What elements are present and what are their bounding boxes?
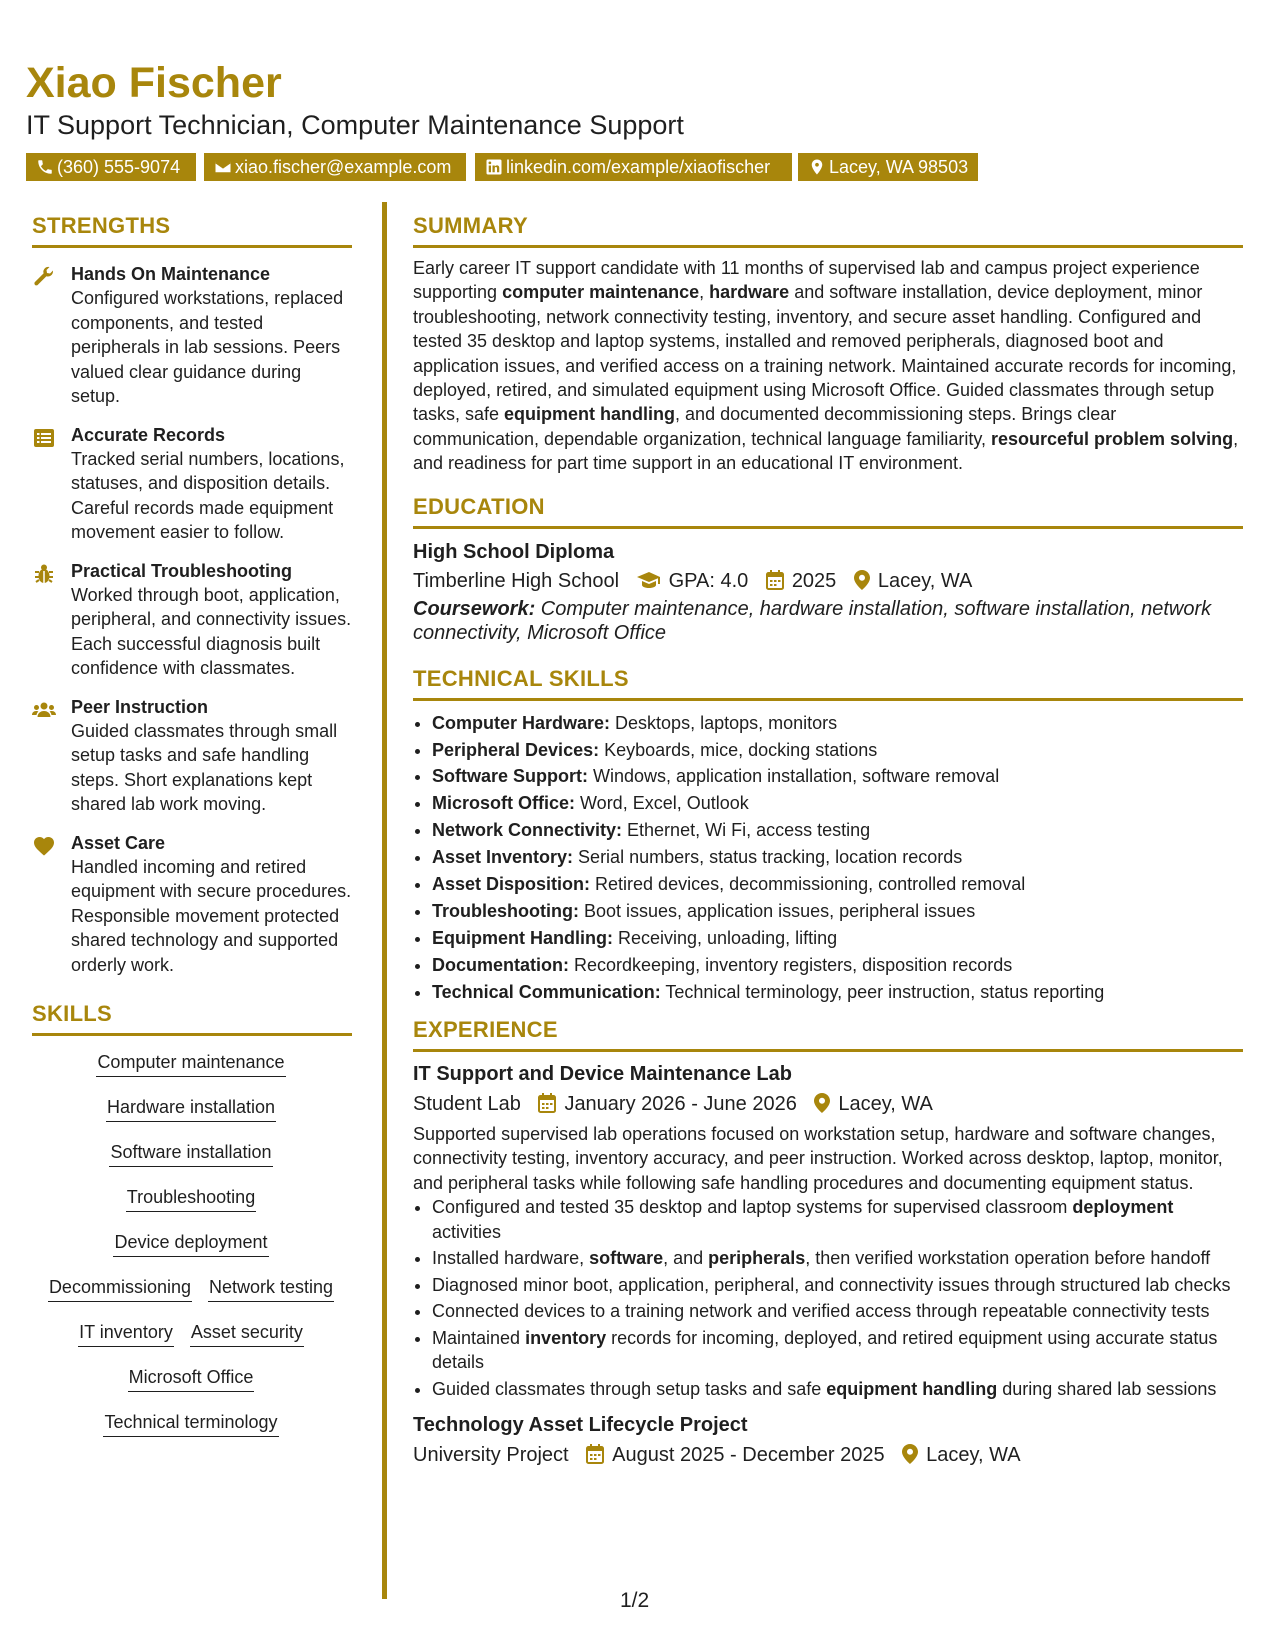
skill-row <box>32 1275 350 1320</box>
contact-phone-text: (360) 555-9074 <box>57 157 181 177</box>
technical-skills-list <box>413 711 1243 1004</box>
coursework-label: Coursework: <box>413 597 536 620</box>
job-bullet <box>432 1377 1243 1402</box>
technical-skill-value: Ethernet, Wi Fi, access testing <box>622 820 871 841</box>
strength-description: Tracked serial numbers, locations, statuses, and disposition details. Careful records made equipment movement easier to follow. <box>71 448 345 542</box>
graduation-year: 2025 <box>791 569 837 592</box>
technical-skill-item <box>432 738 1243 763</box>
strength-item <box>32 831 352 978</box>
technical-skill-value: Receiving, unloading, lifting <box>612 927 838 948</box>
left-column <box>32 215 352 1455</box>
map-pin-icon <box>902 1444 918 1464</box>
skill-tag: IT inventory <box>78 1320 174 1347</box>
skill-row <box>32 1365 350 1410</box>
technical-skill-value: Keyboards, mice, docking stations <box>599 739 878 760</box>
bold-text: peripherals <box>708 1248 806 1269</box>
job-location-1: Lacey, WA <box>838 1093 933 1116</box>
job-bullets-1 <box>413 1195 1243 1401</box>
list-icon <box>32 426 56 450</box>
strengths-heading: STRENGTHS <box>32 215 352 248</box>
skill-row <box>32 1095 350 1140</box>
text-run: activities <box>432 1221 502 1242</box>
job-title-2: Technology Asset Lifecycle Project <box>413 1414 748 1437</box>
job-dates-1: January 2026 - June 2026 <box>564 1093 797 1116</box>
job-description-1: Supported supervised lab operations focused on workstation setup, hardware and software changes, connectivity testing, inventory accuracy, and peer instruction. Worked across desktop, laptop, monitor, and peripheral tasks while following safe handling procedures and documenting equipment status. <box>413 1124 1223 1193</box>
technical-skill-item <box>432 764 1243 789</box>
bold-text: software <box>589 1248 664 1269</box>
gpa: GPA: 4.0 <box>668 569 749 592</box>
strength-description: Worked through boot, application, peripheral, and connectivity issues. Each successful diagnosis built confidence with classmates. <box>71 584 352 678</box>
technical-skill-item <box>432 845 1243 870</box>
degree-title: High School Diploma <box>413 540 615 563</box>
job-meta-2 <box>413 1440 1243 1470</box>
skill-row <box>32 1230 350 1275</box>
technical-skill-item <box>432 872 1243 897</box>
technical-skills-heading: TECHNICAL SKILLS <box>413 668 1243 701</box>
contact-linkedin[interactable] <box>475 153 792 181</box>
graduation-cap-icon <box>637 570 661 590</box>
job-bullet <box>432 1273 1243 1298</box>
heart-icon <box>32 834 56 858</box>
map-pin-icon <box>854 570 870 590</box>
technical-skill-label: Computer Hardware: <box>432 712 611 733</box>
text-run: Diagnosed minor boot, application, peripheral, and connectivity issues through structured lab checks <box>432 1274 1231 1295</box>
technical-skill-item <box>432 818 1243 843</box>
school-name: Timberline High School <box>413 569 620 592</box>
technical-skill-value: Recordkeeping, inventory registers, disposition records <box>569 954 1013 975</box>
summary-text <box>413 256 1243 476</box>
skill-row <box>32 1050 350 1095</box>
technical-skill-value: Word, Excel, Outlook <box>575 793 749 814</box>
job-location-2: Lacey, WA <box>926 1444 1021 1467</box>
skill-tag: Decommissioning <box>48 1275 192 1302</box>
envelope-icon <box>214 158 232 176</box>
skills-heading: SKILLS <box>32 1003 352 1036</box>
job-bullet <box>432 1299 1243 1324</box>
strength-title: Practical Troubleshooting <box>71 560 293 581</box>
education-heading: EDUCATION <box>413 496 1243 529</box>
text-run: , <box>699 282 710 303</box>
strength-item <box>32 423 352 545</box>
contact-email[interactable] <box>204 153 466 181</box>
bold-text: equipment handling <box>826 1378 998 1399</box>
contact-location-text: Lacey, WA 98503 <box>829 157 969 177</box>
technical-skill-label: Technical Communication: <box>432 981 661 1002</box>
job-bullet <box>432 1195 1243 1244</box>
text-run: Maintained <box>432 1327 526 1348</box>
job-bullet <box>432 1326 1243 1375</box>
skill-tag: Technical terminology <box>103 1410 278 1437</box>
calendar-icon <box>766 570 784 590</box>
bold-text: deployment <box>1072 1197 1174 1218</box>
text-run: records for incoming, deployed, and retired equipment using accurate status details <box>432 1327 1218 1373</box>
wrench-icon <box>32 265 56 289</box>
skill-tag: Microsoft Office <box>128 1365 255 1392</box>
contact-linkedin-text: linkedin.com/example/xiaofischer <box>506 157 771 177</box>
skill-tag: Computer maintenance <box>96 1050 285 1077</box>
skill-row <box>32 1140 350 1185</box>
skill-tag: Asset security <box>190 1320 304 1347</box>
job-title-1: IT Support and Device Maintenance Lab <box>413 1063 792 1086</box>
column-divider <box>382 202 387 1599</box>
technical-skill-item <box>432 953 1243 978</box>
calendar-icon <box>586 1444 604 1464</box>
skill-tag: Troubleshooting <box>126 1185 256 1212</box>
technical-skill-label: Software Support: <box>432 766 588 787</box>
technical-skill-label: Asset Disposition: <box>432 874 591 894</box>
technical-skill-item <box>432 791 1243 816</box>
technical-skill-item <box>432 711 1243 736</box>
bold-text: computer maintenance <box>502 282 700 303</box>
technical-skill-value: Retired devices, decommissioning, controlled removal <box>590 874 1026 894</box>
technical-skill-label: Network Connectivity: <box>432 820 623 841</box>
job-org-2: University Project <box>413 1444 569 1467</box>
skill-tag: Device deployment <box>113 1230 268 1257</box>
text-run: , and <box>663 1248 709 1269</box>
text-run: , and documented decommissioning steps. Brings clear communication, dependable organization, technical language familiarity, <box>413 404 1117 449</box>
technical-skill-value: Desktops, laptops, monitors <box>610 712 838 733</box>
bold-text: hardware <box>709 282 790 303</box>
strength-description: Configured workstations, replaced components, and tested peripherals in lab sessions. Peers valued clear guidance during setup. <box>71 288 344 406</box>
education-location: Lacey, WA <box>877 569 973 592</box>
job-title: IT Support Technician, Computer Maintenance Support <box>26 110 684 140</box>
bold-text: inventory <box>525 1327 607 1348</box>
contact-email-text: xiao.fischer@example.com <box>235 157 452 177</box>
strength-item <box>32 262 352 409</box>
summary-heading: SUMMARY <box>413 215 1243 248</box>
strength-title: Peer Instruction <box>71 696 209 717</box>
users-icon <box>32 698 56 722</box>
job-org-1: Student Lab <box>413 1093 521 1116</box>
job-bullet <box>432 1246 1243 1271</box>
strength-description: Handled incoming and retired equipment with secure procedures. Responsible movement protected shared technology and supported orderly work. <box>71 856 352 975</box>
skill-tag: Software installation <box>109 1140 272 1167</box>
text-run: Guided classmates through setup tasks and safe <box>432 1378 827 1399</box>
skill-row <box>32 1410 350 1455</box>
skill-row <box>32 1320 350 1365</box>
linkedin-icon <box>485 158 503 176</box>
skill-tag: Network testing <box>208 1275 334 1302</box>
technical-skill-value: Windows, application installation, software removal <box>588 766 1000 787</box>
skills-cloud <box>32 1050 350 1455</box>
calendar-icon <box>538 1093 556 1113</box>
technical-skill-value: Technical terminology, peer instruction, status reporting <box>660 981 1105 1002</box>
candidate-name: Xiao Fischer <box>26 59 282 107</box>
bold-text: equipment handling <box>504 404 676 425</box>
bug-icon <box>32 562 56 586</box>
map-pin-icon <box>814 1093 830 1113</box>
text-run: and software installation, device deployment, minor troubleshooting, network connectivity testing, inventory, and secure asset handling. Configured and tested 35 desktop and laptop systems, installed and removed peripherals, diagnosed boot and application issues, and verified access on a training network. Maintained accurate records for incoming, deployed, retired, and simulated equipment using Microsoft Office. Guided classmates through setup tasks, safe <box>413 282 1237 425</box>
text-run: during shared lab sessions <box>997 1378 1217 1399</box>
technical-skill-value: Serial numbers, status tracking, location records <box>573 847 963 868</box>
strength-description: Guided classmates through small setup tasks and safe handling steps. Short explanations kept shared lab work moving. <box>71 720 338 814</box>
job-meta-1 <box>413 1089 1243 1119</box>
strength-item <box>32 559 352 681</box>
text-run: , then verified workstation operation before handoff <box>805 1248 1211 1269</box>
experience-heading: EXPERIENCE <box>413 1019 1243 1052</box>
technical-skill-label: Documentation: <box>432 954 569 975</box>
bold-text: resourceful problem solving <box>991 428 1234 449</box>
text-run: Early career IT support candidate with 11 months of supervised lab and campus project experience supporting <box>413 258 1200 303</box>
technical-skill-label: Asset Inventory: <box>432 847 574 868</box>
text-run: Configured and tested 35 desktop and laptop systems for supervised classroom <box>432 1197 1073 1218</box>
technical-skill-item <box>432 980 1243 1005</box>
strength-title: Hands On Maintenance <box>71 264 271 284</box>
technical-skill-value: Boot issues, application issues, peripheral issues <box>578 900 976 921</box>
phone-icon <box>36 158 54 176</box>
text-run: Installed hardware, <box>432 1248 590 1269</box>
skill-row <box>32 1185 350 1230</box>
coursework-text: Computer maintenance, hardware installation, software installation, network connectivity, Microsoft Office <box>413 597 1212 644</box>
text-run: Connected devices to a training network and verified access through repeatable connectivity tests <box>432 1301 1210 1322</box>
strength-item <box>32 695 352 817</box>
strength-title: Asset Care <box>71 832 166 853</box>
technical-skill-label: Peripheral Devices: <box>432 739 600 760</box>
technical-skill-label: Microsoft Office: <box>432 793 576 814</box>
coursework <box>413 597 1243 645</box>
technical-skill-item <box>432 926 1243 951</box>
technical-skill-label: Troubleshooting: <box>432 900 579 921</box>
skill-tag: Hardware installation <box>106 1095 276 1122</box>
right-column <box>413 215 1243 1470</box>
page-number: 1/2 <box>620 1589 650 1612</box>
contact-phone[interactable] <box>26 153 196 181</box>
education-meta <box>413 566 1243 596</box>
technical-skill-item <box>432 899 1243 924</box>
contact-location[interactable] <box>798 153 978 181</box>
map-pin-icon <box>808 158 826 176</box>
technical-skill-label: Equipment Handling: <box>432 927 613 948</box>
text-run: , and readiness for part time support in an educational IT environment. <box>413 428 1239 474</box>
job-dates-2: August 2025 - December 2025 <box>612 1444 885 1467</box>
strength-title: Accurate Records <box>71 424 226 445</box>
